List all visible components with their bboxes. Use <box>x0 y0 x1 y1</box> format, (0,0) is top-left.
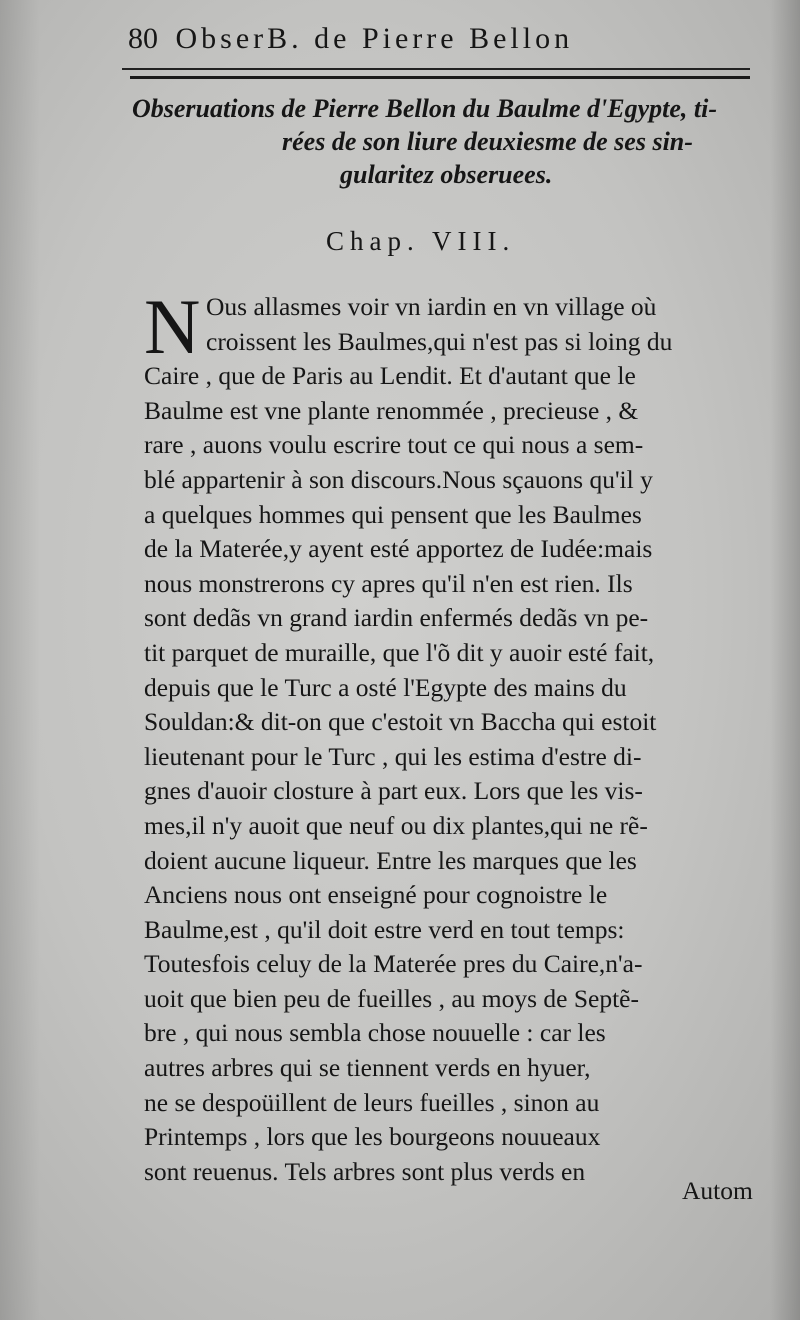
text-line: Ous allasmes voir vn iardin en vn village où <box>206 292 657 321</box>
drop-cap-initial: N <box>144 283 201 370</box>
text-line: a quelques hommes qui pensent que les Baulmes <box>144 499 642 529</box>
text-line: sont reuenus. Tels arbres sont plus verds en <box>144 1156 586 1186</box>
text-line: mes,il n'y auoit que neuf ou dix plantes,qui ne rẽ- <box>144 810 648 840</box>
text-line: Toutesfois celuy de la Materée pres du Caire,n'a- <box>144 949 643 979</box>
catchword: Autom <box>682 1176 753 1205</box>
text-line: Baulme est vne plante renommée , precieuse , & <box>144 395 639 425</box>
text-line: depuis que le Turc a osté l'Egypte des mains du <box>144 672 627 702</box>
section-heading <box>132 92 762 191</box>
text-line: Souldan:& dit-on que c'estoit vn Baccha qui estoit <box>144 707 657 737</box>
text-line: rare , auons voulu escrire tout ce qui nous a sem- <box>144 430 644 460</box>
page-number: 80 <box>128 22 158 55</box>
heading-line: rées de son liure deuxiesme de ses sin- <box>282 127 693 156</box>
text-line: blé appartenir à son discours.Nous sçauons qu'il y <box>144 464 653 494</box>
text-line: nous monstrerons cy apres qu'il n'en est rien. Ils <box>144 568 633 598</box>
body-text <box>144 283 784 1189</box>
text-line: lieutenant pour le Turc , qui les estima d'estre di- <box>144 741 642 771</box>
header-rule-thick <box>130 76 750 79</box>
text-line: gnes d'auoir closture à part eux. Lors que les vis- <box>144 776 643 806</box>
running-head <box>128 22 768 56</box>
text-line: Baulme,est , qu'il doit estre verd en tout temps: <box>144 914 625 944</box>
text-line: croissent les Baulmes,qui n'est pas si loing du <box>206 326 673 356</box>
text-line: bre , qui nous sembla chose nouuelle : car les <box>144 1018 606 1048</box>
text-line: autres arbres qui se tiennent verds en hyuer, <box>144 1053 591 1083</box>
text-line: Anciens nous ont enseigné pour cognoistre le <box>144 880 608 910</box>
text-line: Caire , que de Paris au Lendit. Et d'autant que le <box>144 361 636 391</box>
text-line: de la Materée,y ayent esté apportez de Iudée:mais <box>144 534 653 564</box>
heading-line: Obseruations de Pierre Bellon du Baulme d'Egypte, ti- <box>132 94 718 123</box>
page-edge-shadow-left <box>0 0 40 1320</box>
chapter-title: Chap. VIII. <box>326 226 516 256</box>
header-rule-thin <box>122 68 750 70</box>
heading-line: gularitez obseruees. <box>340 160 553 189</box>
text-line: uoit que bien peu de fueilles , au moys de Septẽ- <box>144 983 639 1013</box>
text-line: ne se despoüillent de leurs fueilles , sinon au <box>144 1087 600 1117</box>
text-line: Printemps , lors que les bourgeons nouueaux <box>144 1122 601 1152</box>
text-line: doient aucune liqueur. Entre les marques que les <box>144 845 637 875</box>
running-title: ObserB. de Pierre Bellon <box>175 22 574 55</box>
text-line: sont dedãs vn grand iardin enfermés dedãs vn pe- <box>144 603 649 633</box>
text-line: tit parquet de muraille, que l'õ dit y auoir esté fait, <box>144 637 655 667</box>
